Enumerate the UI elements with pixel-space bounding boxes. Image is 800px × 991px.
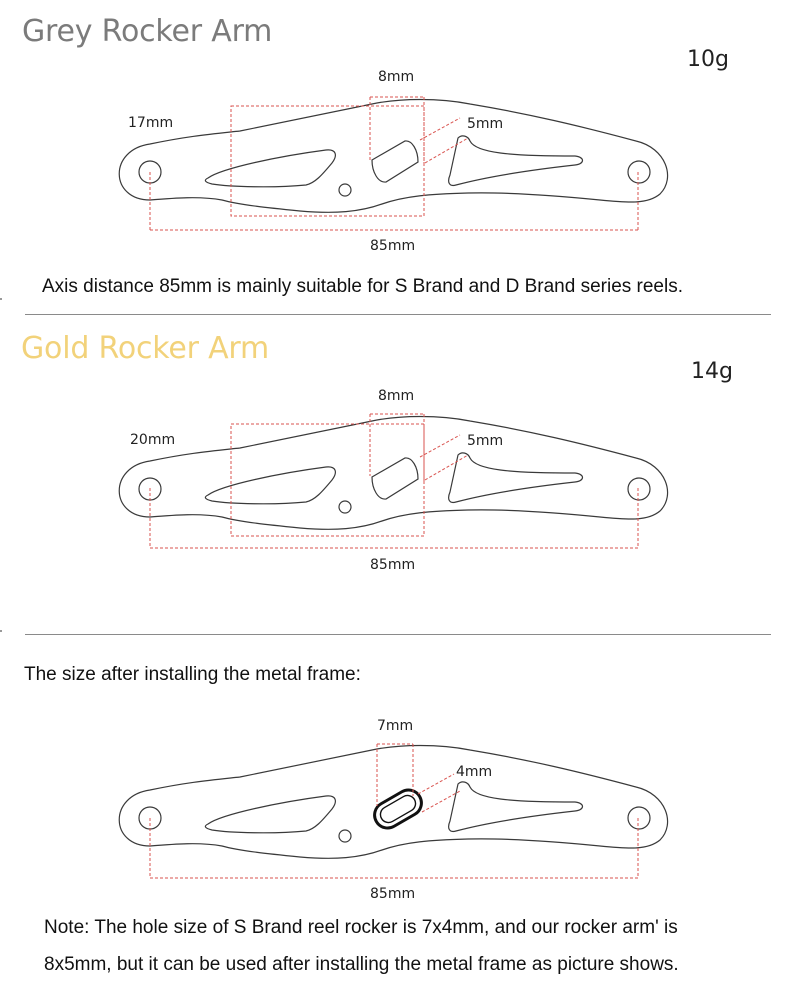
grey-dim-height-label: 17mm — [128, 115, 174, 131]
edge-mark — [0, 630, 2, 632]
frame-dim-slot-label: 4mm — [456, 764, 493, 780]
metal-frame-rocker-arm-diagram — [0, 646, 800, 906]
grey-dim-axis-label: 85mm — [370, 238, 416, 254]
gold-dim-width-label: 8mm — [378, 388, 415, 404]
grey-dim-width-label: 8mm — [378, 69, 415, 85]
edge-mark — [0, 298, 2, 300]
grey-weight-label: 10g — [687, 47, 729, 72]
frame-dim-width-label: 7mm — [377, 718, 414, 734]
gold-weight-label: 14g — [691, 359, 733, 384]
section-divider-1 — [25, 314, 771, 315]
metal-frame-heading: The size after installing the metal frame: — [24, 664, 361, 685]
grey-dim-slot-label: 5mm — [467, 116, 504, 132]
gold-rocker-arm-title: Gold Rocker Arm — [21, 331, 270, 366]
metal-frame-insert — [370, 785, 426, 833]
gold-slot-hole — [372, 458, 418, 499]
grey-slot-hole — [372, 141, 418, 182]
grey-caption: Axis distance 85mm is mainly suitable for S Brand and D Brand series reels. — [42, 276, 683, 297]
note-line-2: 8x5mm, but it can be used after installing the metal frame as picture shows. — [44, 954, 679, 975]
gold-dim-height-label: 20mm — [130, 432, 176, 448]
gold-dim-slot-label: 5mm — [467, 433, 504, 449]
section-divider-2 — [25, 634, 771, 635]
frame-dim-axis-label: 85mm — [370, 886, 416, 902]
gold-dim-axis-label: 85mm — [370, 557, 416, 573]
note-line-1: Note: The hole size of S Brand reel rocker is 7x4mm, and our rocker arm' is — [44, 917, 678, 938]
gold-rocker-arm-diagram — [0, 316, 800, 586]
grey-rocker-arm-title: Grey Rocker Arm — [22, 14, 273, 49]
grey-rocker-arm-diagram — [0, 0, 800, 260]
